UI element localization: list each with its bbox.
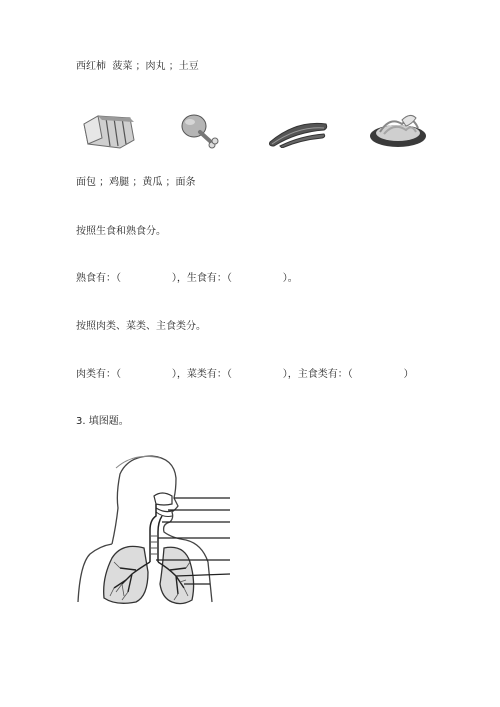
answer-line-raw-cooked: 熟食有：（ ），生食有：（ ）。 (76, 273, 298, 284)
instruction-categories: 按照肉类、菜类、主食类分。 (76, 321, 206, 332)
instruction-raw-cooked: 按照生食和熟食分。 (76, 226, 166, 237)
answer-line-categories: 肉类有：（ ），菜类有：（ ），主食类有：（ ） (76, 369, 414, 380)
food-list-row-1: 西红柿 菠菜 ；肉丸 ；土豆 (76, 61, 199, 72)
chicken-leg-icon (178, 110, 220, 152)
question-3-title: 3. 填图题。 (76, 416, 129, 427)
cucumber-icon (266, 118, 330, 148)
food-list-row-2: 面包 ；鸡腿 ；黄瓜 ；面条 (76, 177, 196, 188)
respiratory-system-diagram (76, 452, 236, 608)
noodles-icon (366, 110, 428, 150)
bread-icon (80, 110, 138, 152)
